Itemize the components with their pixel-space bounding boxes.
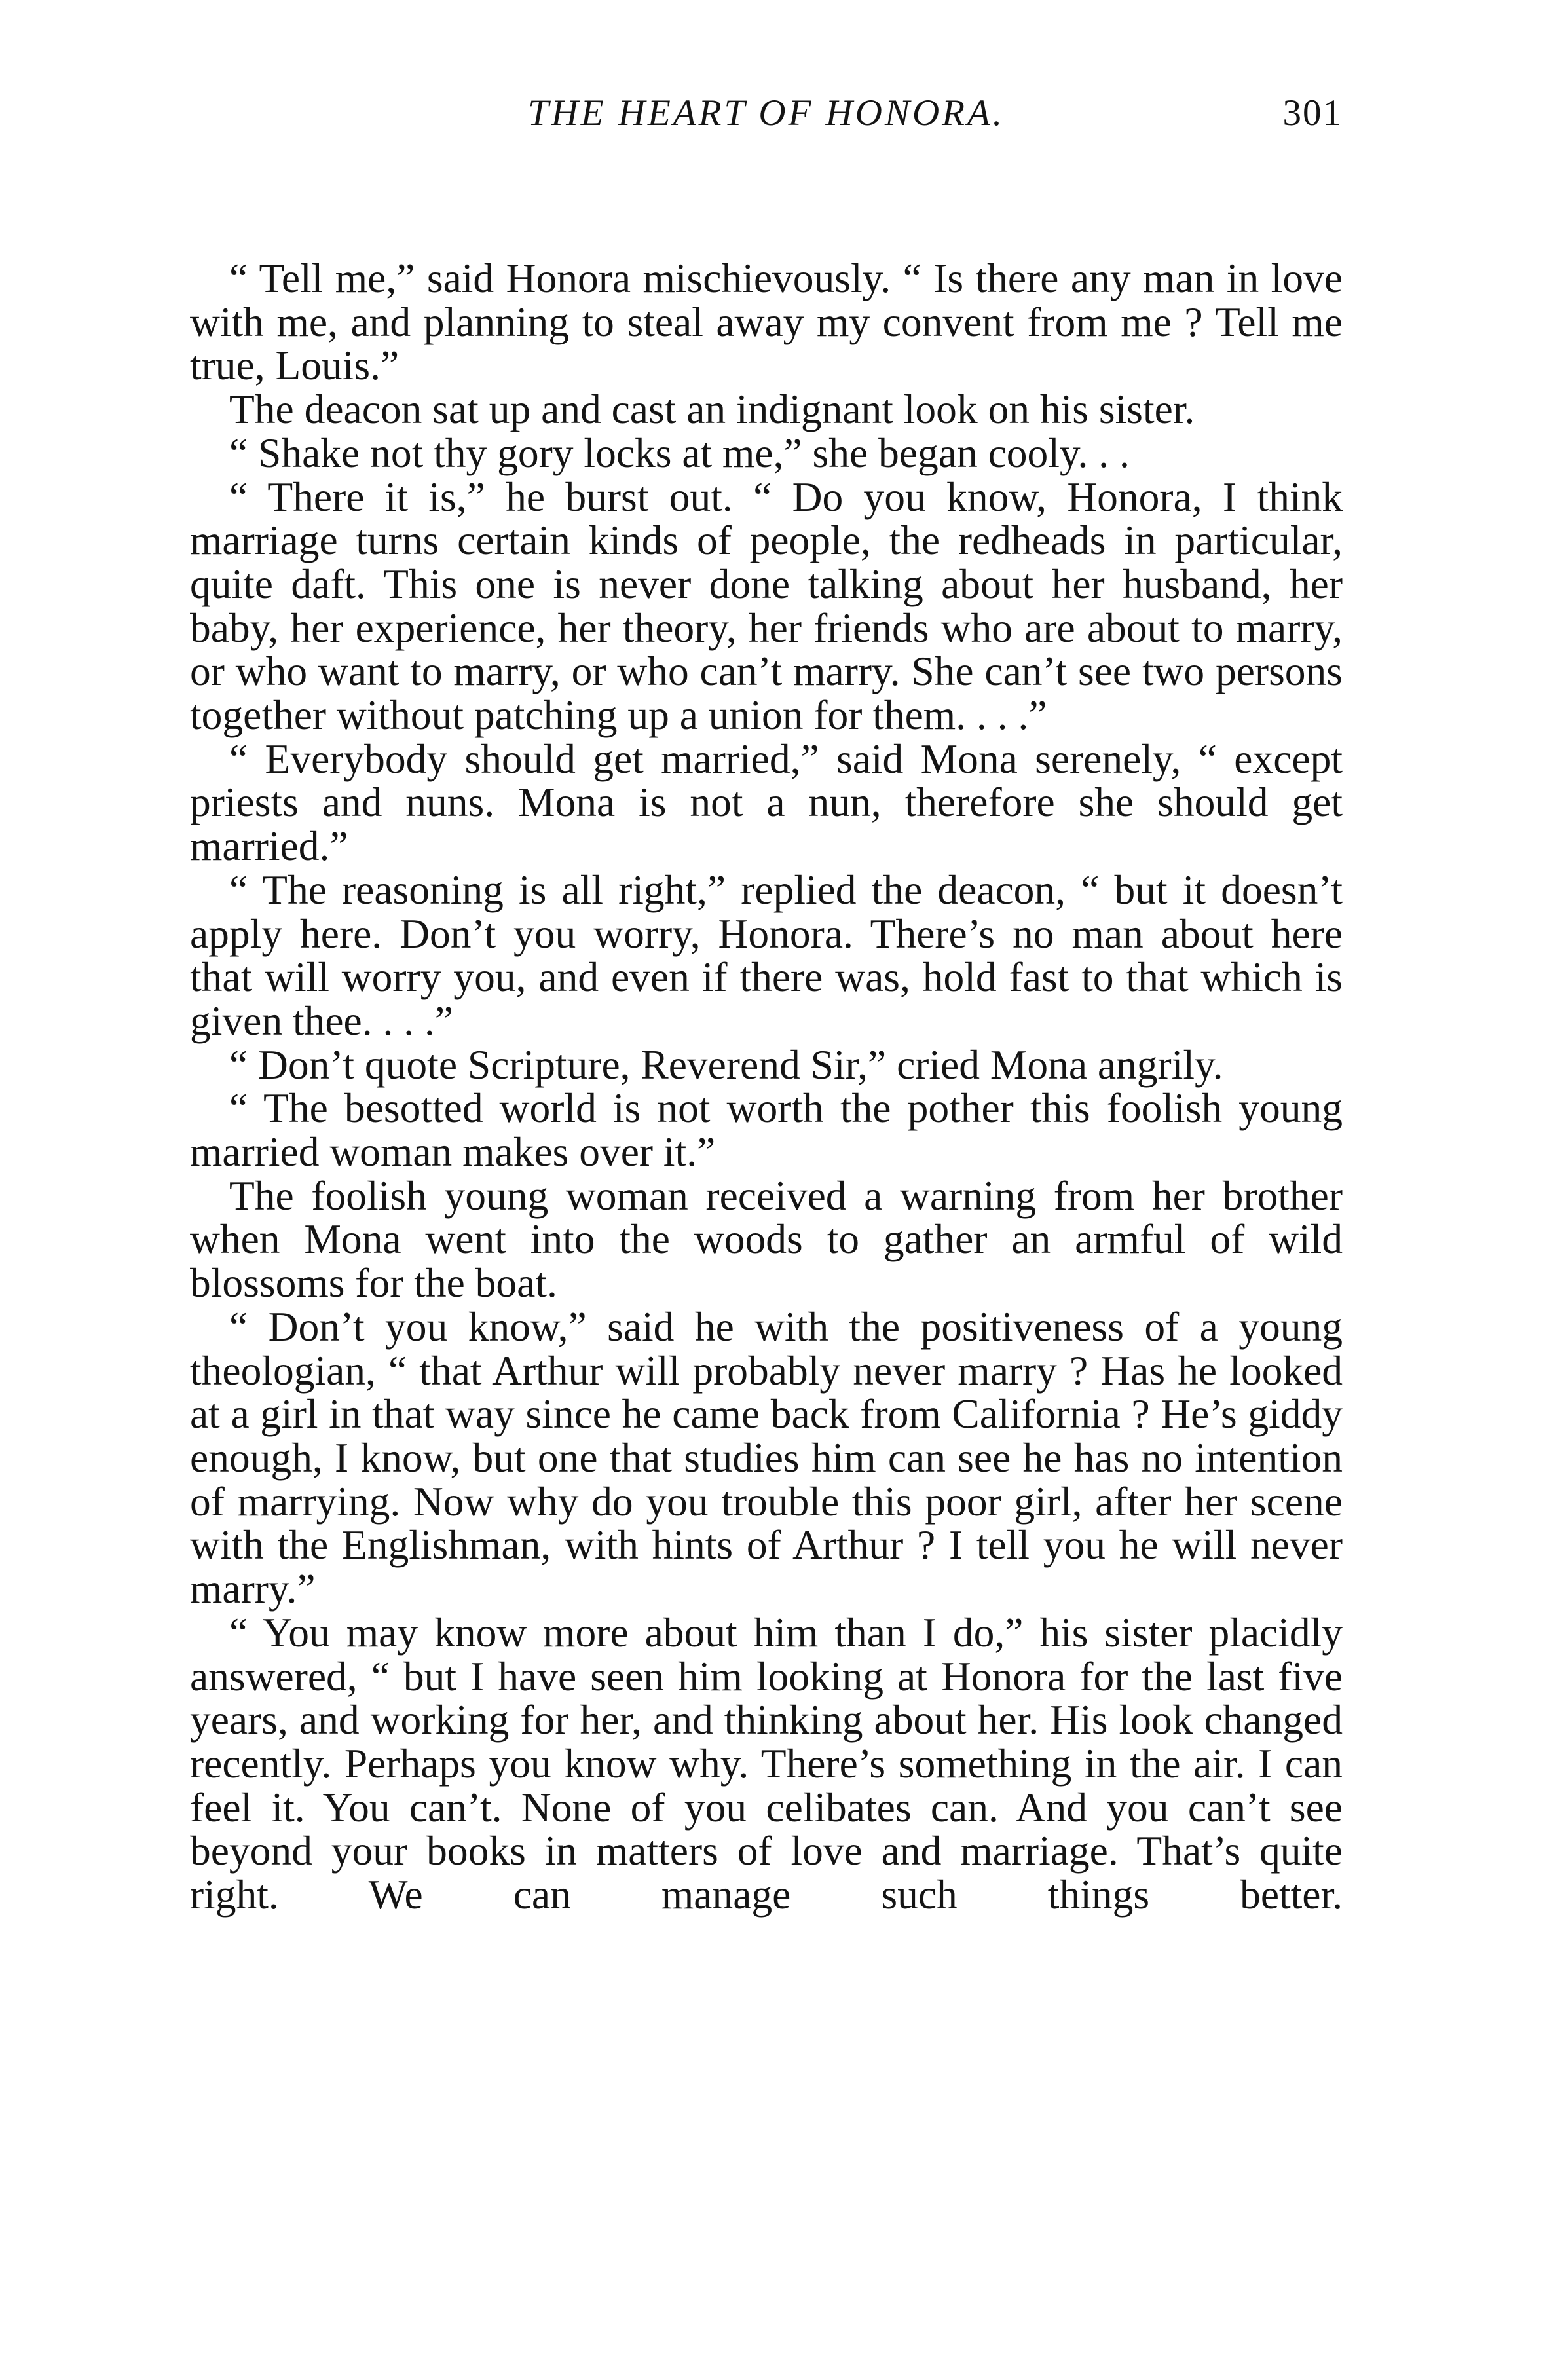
paragraph: The deacon sat up and cast an indignant look on his sister. xyxy=(229,386,1195,433)
paragraph: “ Don’t quote Scripture, Reverend Sir,” cried Mona angrily. xyxy=(229,1041,1223,1088)
paragraph: “ Don’t you know,” said he with the positiveness of a young theologian, “ that Arthur will probably never marry ? Has he looked at a girl in that way since he came back from California ? He’s giddy enough, I know, but one that studies him can see he has no intention of marrying. Now why do you trouble this poor girl, after her scene with the Englishman, with hints of Arthur ? I tell you he will never marry.” xyxy=(190,1303,1343,1612)
running-title: THE HEART OF HONORA. xyxy=(527,92,1005,134)
paragraph: “ You may know more about him than I do,” his sister placidly answered, “ but I have seen him looking at Honora for the last five years, and working for her, and thinking about her. His look changed recently. Perhaps you know why. There’s something in the air. I can feel it. You can’t. None of you celibates can. And you can’t see beyond your books in matters of love and marriage. That’s quite right. We can manage such things better. xyxy=(190,1608,1343,1918)
page-header xyxy=(190,92,1343,151)
paragraph: “ Tell me,” said Honora mischievously. “ Is there any man in love with me, and planning to steal away my convent from me ? Tell me true, Louis.” xyxy=(190,255,1343,389)
paragraph: “ There it is,” he burst out. “ Do you know, Honora, I think marriage turns certain kinds of people, the redheads in particular, quite daft. This one is never done talking about her husband, her baby, her experience, her theory, her friends who are about to marry, or who want to marry, or who can’t marry. She can’t see two persons together without patching up a union for them. . . .” xyxy=(190,473,1343,739)
paragraph: “ Shake not thy gory locks at me,” she began cooly. . . xyxy=(229,429,1130,476)
paragraph: The foolish young woman received a warning from her brother when Mona went into the woods to gather an armful of wild blossoms for the boat. xyxy=(190,1172,1343,1307)
paragraph: “ Everybody should get married,” said Mona serenely, “ except priests and nuns. Mona is not a nun, therefore she should get married.” xyxy=(190,735,1343,870)
body-text xyxy=(190,257,1343,1917)
page-number: 301 xyxy=(1282,92,1343,134)
paragraph: “ The besotted world is not worth the pother this foolish young married woman makes over it.” xyxy=(190,1085,1343,1176)
paragraph: “ The reasoning is all right,” replied the deacon, “ but it doesn’t apply here. Don’t you worry, Honora. There’s no man about here that will worry you, and even if there was, hold fast to that which is given thee. . . .” xyxy=(190,866,1343,1044)
